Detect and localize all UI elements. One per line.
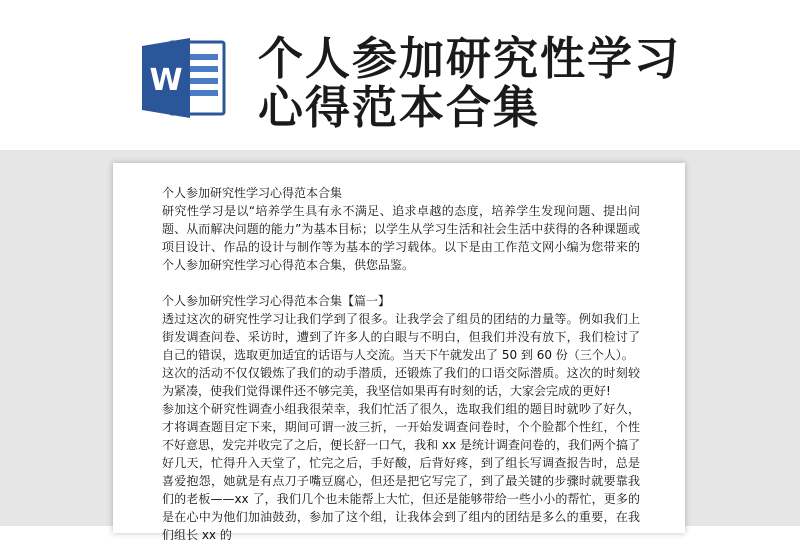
paragraph-3: 参加这个研究性调查小组我很荣幸，我们忙活了很久，选取我们组的题目时就吵了好久，才将调查题目定下来，期间可谓一波三折，一开始发调查问卷时，个个脸都个性红，个性不好意思，发完并收完了之后，便长舒一口气，我和 xx 是统计调查问卷的，我们两个搞了好几天，忙得升入天堂了，忙完之后，手好酸，后背好疼，到了组长写调查报告时，总是喜爱抱怨，她就是有点刀子嘴豆腐心，但还是把它写完了，到了最关键的步骤时就要靠我们的老板——xx 了，我们几个也未能帮上大忙，但还是能够带给一些小小的帮忙，更多的是在心中为他们加油鼓劲，参加了这个组，让我体会到了组内的团结是多么的重要，在我们组长 xx 的 bbox=[162, 402, 640, 542]
document-body bbox=[162, 184, 640, 544]
document-page bbox=[113, 163, 685, 542]
document-heading: 个人参加研究性学习心得范本合集 bbox=[162, 186, 343, 200]
section-title: 个人参加研究性学习心得范本合集【篇一】 bbox=[162, 294, 391, 308]
paragraph-1: 透过这次的研究性学习让我们学到了很多。让我学会了组员的团结的力量等。例如我们上街发调查问卷、采访时，遭到了许多人的白眼与不明白，但我们并没有放下，我们检讨了自己的错误，选取更加适宜的话语与人交流。当天下午就发出了 50 到 60 份（三个人）。 bbox=[162, 312, 640, 362]
blank-line bbox=[162, 274, 640, 292]
word-logo-letter: W bbox=[149, 63, 183, 98]
title-line-1: 个人参加研究性学习 bbox=[258, 32, 682, 85]
title-line-2: 心得范本合集 bbox=[258, 81, 541, 134]
intro-paragraph: 研究性学习是以“培养学生具有永不满足、追求卓越的态度，培养学生发现问题、提出问题、从而解决问题的能力”为基本目标；以学生从学习生活和社会生活中获得的各种课题或项目设计、作品的设计与制作等为基本的学习载体。以下是由工作范文网小编为您带来的个人参加研究性学习心得范本合集，供您品鉴。 bbox=[162, 204, 640, 272]
page-title bbox=[258, 34, 778, 132]
word-icon bbox=[140, 34, 228, 122]
paragraph-2: 这次的活动不仅仅锻炼了我们的动手潜质，还锻炼了我们的口语交际潜质。这次的时刻较为紧凑，使我们觉得课件还不够完美，我坚信如果再有时刻的话，大家会完成的更好! bbox=[162, 366, 640, 398]
